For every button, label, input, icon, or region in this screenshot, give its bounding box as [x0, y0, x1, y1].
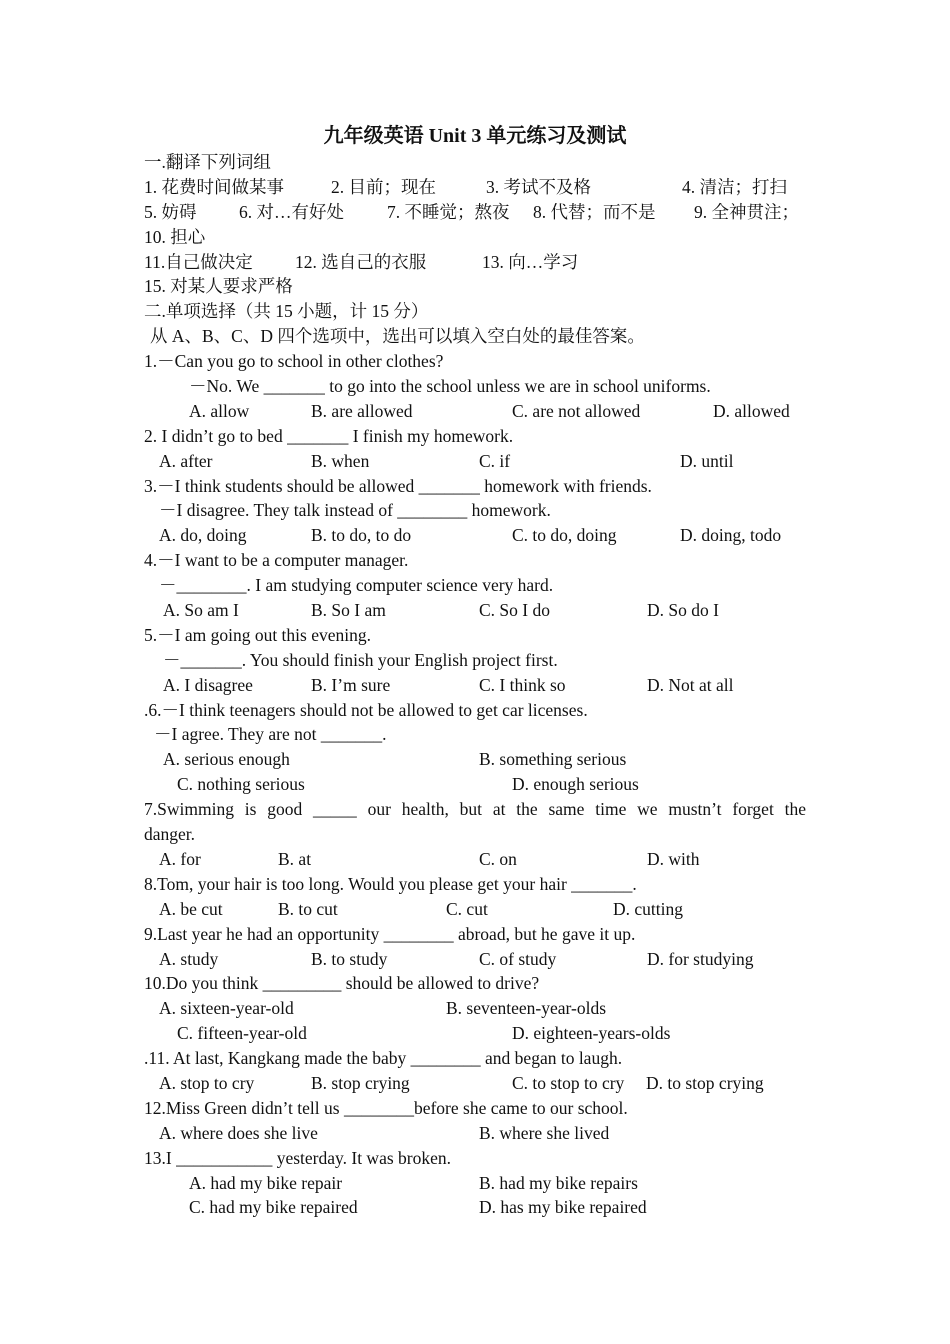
question-text: －No. We _______ to go into the school unless we are in school uniforms. [189, 376, 711, 397]
option-d: D. for studying [647, 948, 754, 969]
option-c: C. So I do [479, 600, 550, 621]
question-stem [144, 1146, 806, 1171]
question-text: －I disagree. They talk instead of ________ homework. [159, 500, 551, 521]
phrase-item: 2. 目前；现在 [331, 176, 436, 197]
option-row [144, 947, 806, 972]
worksheet-page [144, 122, 806, 1220]
option-c: C. are not allowed [512, 400, 641, 421]
option-b: B. when [311, 450, 370, 471]
option-c: C. fifteen-year-old [177, 1023, 307, 1044]
question-stem [144, 623, 806, 648]
option-a: A. for [159, 848, 201, 869]
option-b: B. where she lived [479, 1122, 610, 1143]
question-text: －_______. You should finish your English project first. [163, 649, 558, 670]
option-b: B. to do, to do [311, 525, 412, 546]
phrase-item: 13. 向…学习 [482, 251, 579, 272]
option-row [144, 747, 806, 772]
option-b: B. are allowed [311, 400, 413, 421]
option-b: B. I’m sure [311, 674, 391, 695]
question-text: 10.Do you think _________ should be allowed to drive? [144, 973, 540, 994]
question-text: －I agree. They are not _______. [154, 724, 387, 745]
question-stem [144, 1046, 806, 1071]
option-row [144, 523, 806, 548]
question-stem [144, 374, 806, 399]
option-a: A. do, doing [159, 525, 247, 546]
question-stem [144, 424, 806, 449]
option-d: D. until [680, 450, 734, 471]
question-text: 13.I ___________ yesterday. It was broken. [144, 1147, 451, 1168]
question-text: 1.－Can you go to school in other clothes? [144, 351, 444, 372]
option-row [144, 449, 806, 474]
option-d: D. So do I [647, 600, 719, 621]
section-heading-choice [144, 299, 806, 324]
phrase-item: 9. 全神贯注； [694, 201, 799, 222]
phrase-item: 5. 妨碍 [144, 201, 197, 222]
option-c: C. to stop to cry [512, 1072, 625, 1093]
question-stem [144, 498, 806, 523]
question-stem [144, 872, 806, 897]
question-stem [144, 722, 806, 747]
phrase-row [144, 225, 806, 250]
question-text: 9.Last year he had an opportunity ________ abroad, but he gave it up. [144, 923, 636, 944]
option-b: B. had my bike repairs [479, 1172, 638, 1193]
phrase-item: 3. 考试不及格 [486, 176, 591, 197]
option-a: A. allow [189, 400, 250, 421]
option-a: A. where does she live [159, 1122, 318, 1143]
option-a: A. So am I [163, 600, 239, 621]
option-row [144, 673, 806, 698]
option-a: A. after [159, 450, 213, 471]
question-stem [144, 349, 806, 374]
option-a: A. study [159, 948, 219, 969]
phrase-item: 1. 花费时间做某事 [144, 176, 284, 197]
option-row [144, 897, 806, 922]
option-c: C. cut [446, 898, 488, 919]
phrase-item: 6. 对…有好处 [239, 201, 344, 222]
question-text: －________. I am studying computer science very hard. [159, 575, 554, 596]
option-d: D. doing, todo [680, 525, 782, 546]
question-text: 8.Tom, your hair is too long. Would you please get your hair _______. [144, 873, 637, 894]
option-b: B. something serious [479, 749, 627, 770]
option-c: C. of study [479, 948, 557, 969]
option-c: C. nothing serious [177, 774, 305, 795]
option-a: A. I disagree [163, 674, 253, 695]
option-c: C. if [479, 450, 511, 471]
page-title: 九年级英语 Unit 3 单元练习及测试 [323, 125, 627, 147]
option-row [144, 1071, 806, 1096]
question-stem [144, 971, 806, 996]
phrase-item: 15. 对某人要求严格 [144, 276, 293, 297]
phrase-row [144, 250, 806, 275]
option-c: C. on [479, 848, 517, 869]
section-heading: 一.翻译下列词组 [144, 152, 271, 172]
phrase-row [144, 200, 806, 225]
option-a: A. stop to cry [159, 1072, 255, 1093]
question-stem [144, 648, 806, 673]
phrase-row [144, 274, 806, 299]
question-stem [144, 922, 806, 947]
phrase-item: 12. 选自己的衣服 [295, 251, 427, 272]
question-stem [144, 548, 806, 573]
phrase-item: 7. 不睡觉；熬夜 [387, 201, 510, 222]
question-text: 2. I didn’t go to bed _______ I finish my homework. [144, 425, 514, 446]
option-row [144, 1171, 806, 1196]
question-text: 5.－I am going out this evening. [144, 624, 371, 645]
question-text: .11. At last, Kangkang made the baby ________ and began to laugh. [144, 1048, 623, 1069]
option-row [144, 847, 806, 872]
option-row [144, 1195, 806, 1220]
option-row [144, 1021, 806, 1046]
option-d: D. with [647, 848, 700, 869]
question-stem [144, 474, 806, 499]
question-text: .6.－I think teenagers should not be allowed to get car licenses. [144, 699, 588, 720]
question-text: 12.Miss Green didn’t tell us ________before she came to our school. [144, 1097, 628, 1118]
instruction-text: 从 A、B、C、D 四个选项中，选出可以填入空白处的最佳答案。 [150, 326, 645, 347]
question-text: 4.－I want to be a computer manager. [144, 550, 409, 571]
option-a: A. sixteen-year-old [159, 998, 294, 1019]
option-b: B. to cut [278, 898, 338, 919]
option-d: D. Not at all [647, 674, 734, 695]
option-b: B. seventeen-year-olds [446, 998, 607, 1019]
section-heading-translate [144, 150, 806, 175]
option-row [144, 772, 806, 797]
phrase-item: 10. 担心 [144, 226, 206, 247]
question-text: 3.－I think students should be allowed _______ homework with friends. [144, 475, 652, 496]
section-heading: 二.单项选择（共 15 小题，计 15 分） [144, 301, 429, 322]
question-text: danger. [144, 824, 196, 845]
option-row [144, 598, 806, 623]
option-row [144, 996, 806, 1021]
option-b: B. So I am [311, 600, 386, 621]
section-instruction [144, 324, 806, 349]
phrase-item: 4. 清洁；打扫 [682, 176, 787, 197]
option-b: B. stop crying [311, 1072, 410, 1093]
question-stem: 7.Swimming is good _____ our health, but at the same time we mustn’t forget the [144, 799, 806, 820]
option-a: A. had my bike repair [189, 1172, 343, 1193]
option-c: C. had my bike repaired [189, 1197, 358, 1218]
option-a: A. be cut [159, 898, 223, 919]
option-d: D. cutting [613, 898, 683, 919]
option-d: D. to stop crying [646, 1072, 764, 1093]
question-stem [144, 822, 806, 847]
option-d: D. has my bike repaired [479, 1197, 647, 1218]
question-stem [144, 573, 806, 598]
option-row [144, 1121, 806, 1146]
option-a: A. serious enough [163, 749, 290, 770]
phrase-item: 11.自己做决定 [144, 251, 253, 272]
option-d: D. eighteen-years-olds [512, 1023, 671, 1044]
phrase-item: 8. 代替；而不是 [533, 201, 656, 222]
option-b: B. to study [311, 948, 388, 969]
option-d: D. allowed [713, 400, 790, 421]
phrase-row [144, 175, 806, 200]
option-c: C. I think so [479, 674, 566, 695]
option-row [144, 399, 806, 424]
option-c: C. to do, doing [512, 525, 617, 546]
option-d: D. enough serious [512, 774, 639, 795]
question-stem [144, 1096, 806, 1121]
option-b: B. at [278, 848, 312, 869]
question-stem [144, 698, 806, 723]
